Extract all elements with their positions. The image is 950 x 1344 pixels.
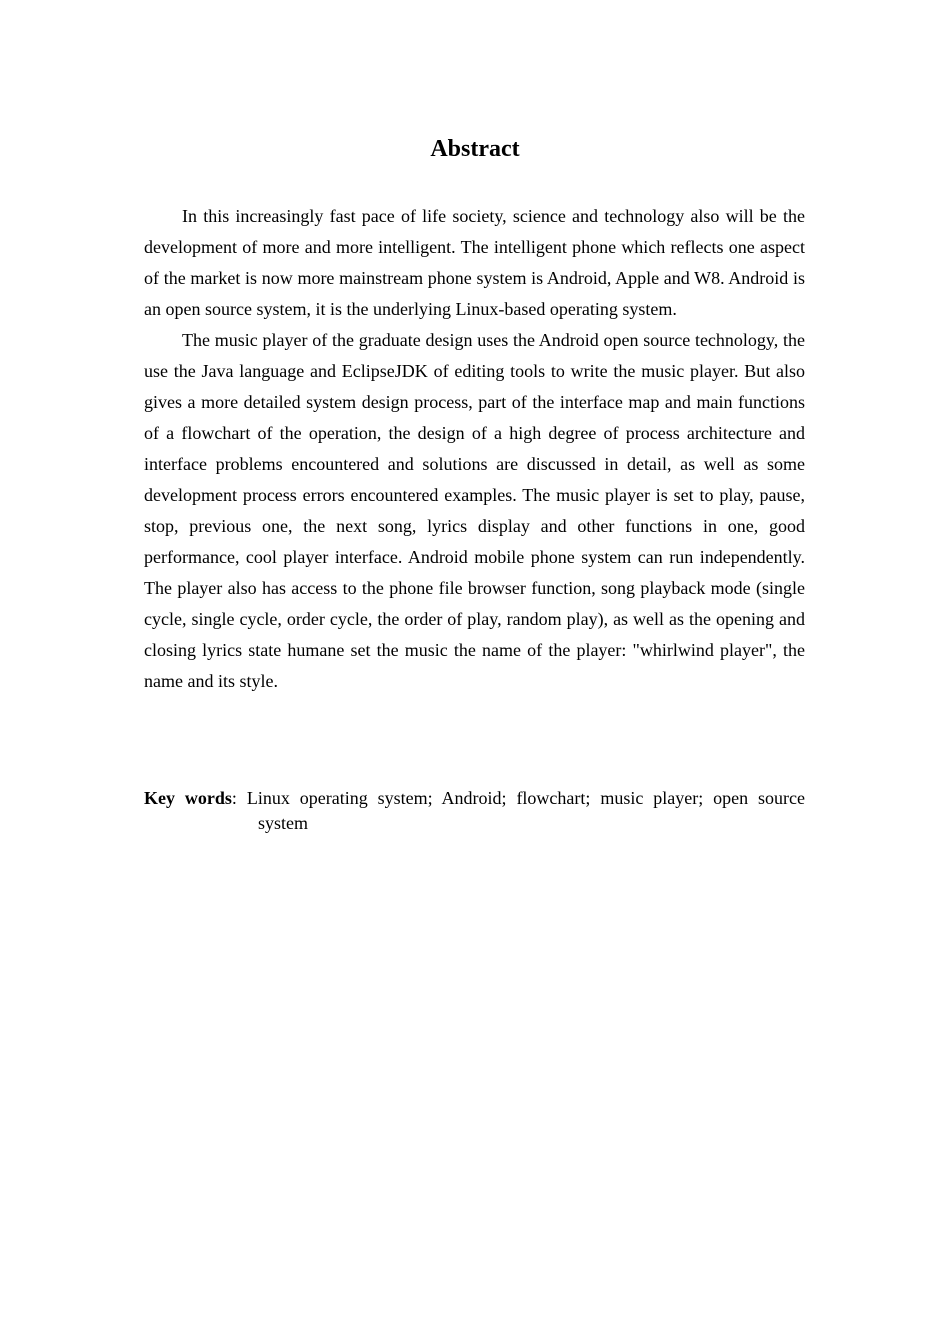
abstract-body	[144, 201, 805, 697]
keywords-line	[144, 786, 805, 836]
abstract-paragraph-2: The music player of the graduate design uses the Android open source technology, the use the Java language and EclipseJDK of editing tools to write the music player. But also gives a more detailed system design process, part of the interface map and main functions of a flowchart of the operation, the design of a high degree of process architecture and interface problems encountered and solutions are discussed in detail, as well as some development process errors encountered examples. The music player is set to play, pause, stop, previous one, the next song, lyrics display and other functions in one, good performance, cool player interface. Android mobile phone system can run independently. The player also has access to the phone file browser function, song playback mode (single cycle, single cycle, order cycle, the order of play, random play), as well as the opening and closing lyrics state humane set the music the name of the player: "whirlwind player", the name and its style.	[144, 330, 805, 691]
page-title: Abstract	[430, 136, 520, 162]
keywords-text: Linux operating system; Android; flowchart; music player; open source system	[246, 788, 805, 833]
keywords-separator: :	[231, 788, 247, 808]
abstract-paragraph-1: In this increasingly fast pace of life society, science and technology also will be the development of more and more intelligent. The intelligent phone which reflects one aspect of the market is now more mainstream phone system is Android, Apple and W8. Android is an open source system, it is the underlying Linux-based operating system.	[144, 206, 805, 319]
keywords-label: Key words	[144, 788, 232, 808]
